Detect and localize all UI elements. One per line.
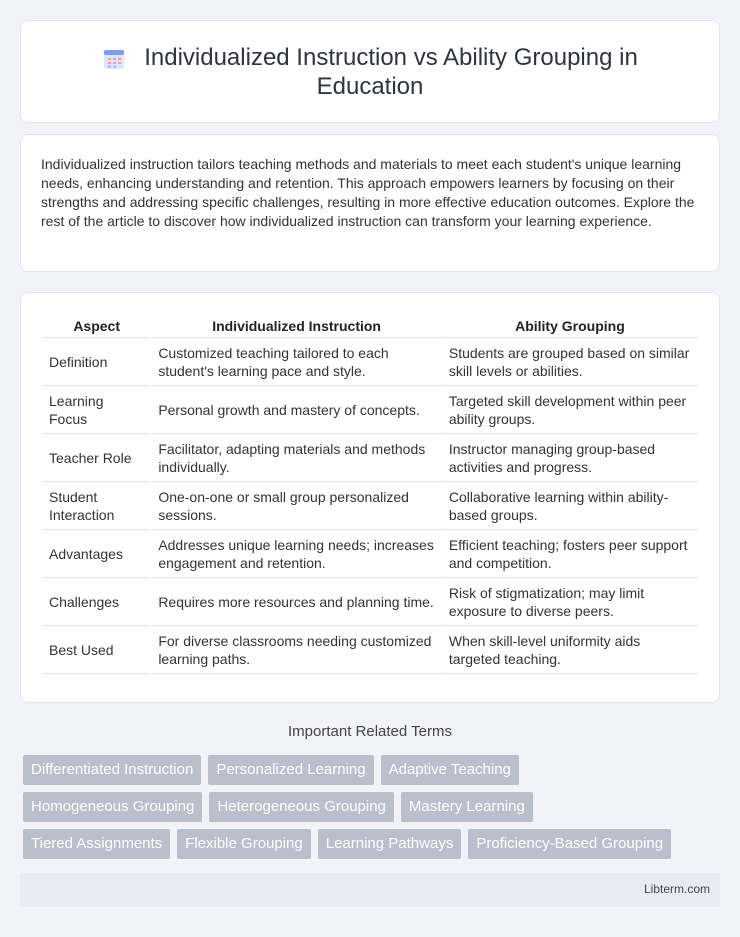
- intro-text: Individualized instruction tailors teaching methods and materials to meet each student's unique learning needs, enhancing understanding and retention. This approach empowers learners by focusing on their strengths and addressing specific challenges, resulting in more effective education outcomes. Explore the rest of the article to discover how individualized instruction can transform your learning experience.: [41, 156, 695, 229]
- table-row: [43, 434, 697, 482]
- related-term-tag[interactable]: Learning Pathways: [318, 829, 462, 859]
- table-row: [43, 626, 697, 674]
- row-ability: Targeted skill development within peer ability groups.: [443, 386, 697, 434]
- footer-site-link[interactable]: Libterm.com: [643, 882, 710, 896]
- related-term-tag[interactable]: Flexible Grouping: [177, 829, 311, 859]
- row-ability: Collaborative learning within ability-based groups.: [443, 482, 697, 530]
- row-ability: When skill-level uniformity aids targeted teaching.: [443, 626, 697, 674]
- row-individualized: Personal growth and mastery of concepts.: [152, 386, 441, 434]
- row-aspect: Best Used: [43, 626, 150, 674]
- table-row: [43, 386, 697, 434]
- row-ability: Instructor managing group-based activities and progress.: [443, 434, 697, 482]
- row-ability: Students are grouped based on similar skill levels or abilities.: [443, 338, 697, 386]
- row-individualized: Facilitator, adapting materials and methods individually.: [152, 434, 441, 482]
- page-title-line2: Education: [316, 73, 424, 100]
- row-individualized: For diverse classrooms needing customized learning paths.: [152, 626, 441, 674]
- table-row: [43, 530, 697, 578]
- tag-row: [23, 829, 723, 859]
- tag-row: [23, 792, 723, 822]
- tag-row: [23, 755, 723, 785]
- row-aspect: Definition: [43, 338, 150, 386]
- row-aspect: Advantages: [43, 530, 150, 578]
- related-term-tag[interactable]: Mastery Learning: [401, 792, 533, 822]
- comparison-card: [20, 292, 720, 703]
- row-ability: Efficient teaching; fosters peer support and competition.: [443, 530, 697, 578]
- page-title-line1: Individualized Instruction vs Ability Grouping in: [144, 44, 638, 71]
- related-term-tag[interactable]: Proficiency-Based Grouping: [468, 829, 671, 859]
- comparison-table: [41, 315, 699, 674]
- header-aspect: Aspect: [43, 315, 150, 338]
- row-aspect: Learning Focus: [43, 386, 150, 434]
- related-term-tag[interactable]: Personalized Learning: [208, 755, 373, 785]
- related-term-tag[interactable]: Homogeneous Grouping: [23, 792, 202, 822]
- page-title: [21, 43, 719, 101]
- row-aspect: Teacher Role: [43, 434, 150, 482]
- related-terms-title: Important Related Terms: [288, 723, 452, 740]
- row-aspect: Student Interaction: [43, 482, 150, 530]
- row-aspect: Challenges: [43, 578, 150, 626]
- title-card: [20, 20, 720, 123]
- row-individualized: One-on-one or small group personalized sessions.: [152, 482, 441, 530]
- related-term-tag[interactable]: Differentiated Instruction: [23, 755, 201, 785]
- related-term-tag[interactable]: Tiered Assignments: [23, 829, 170, 859]
- row-individualized: Requires more resources and planning time.: [152, 578, 441, 626]
- table-row: [43, 482, 697, 530]
- related-terms-list: [23, 755, 723, 866]
- table-row: [43, 578, 697, 626]
- header-ability: Ability Grouping: [443, 315, 697, 338]
- table-row: [43, 338, 697, 386]
- row-individualized: Customized teaching tailored to each student's learning pace and style.: [152, 338, 441, 386]
- table-header-row: [43, 315, 697, 338]
- header-individualized: Individualized Instruction: [152, 315, 441, 338]
- intro-card: [20, 134, 720, 272]
- related-term-tag[interactable]: Adaptive Teaching: [381, 755, 519, 785]
- related-term-tag[interactable]: Heterogeneous Grouping: [209, 792, 393, 822]
- row-individualized: Addresses unique learning needs; increases engagement and retention.: [152, 530, 441, 578]
- footer: [20, 873, 720, 907]
- row-ability: Risk of stigmatization; may limit exposure to diverse peers.: [443, 578, 697, 626]
